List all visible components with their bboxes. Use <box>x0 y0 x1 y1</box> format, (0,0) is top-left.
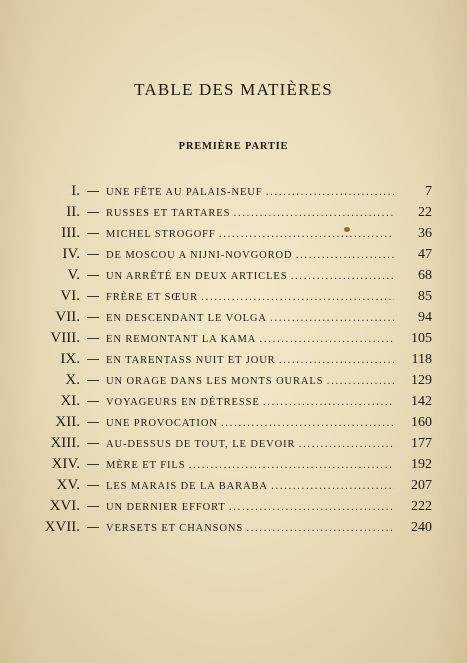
page-number: 192 <box>411 457 432 472</box>
dash-separator: — <box>86 457 100 472</box>
chapter-numeral: XII. <box>55 414 80 430</box>
page-number: 142 <box>411 394 432 409</box>
toc-row <box>20 454 432 475</box>
toc-row <box>20 475 432 496</box>
toc-row <box>20 496 432 517</box>
chapter-title: EN REMONTANT LA KAMA <box>106 334 257 345</box>
dot-leader <box>276 350 394 371</box>
chapter-title: UN ORAGE DANS LES MONTS OURALS <box>106 376 324 387</box>
dash-separator: — <box>86 289 100 304</box>
dash-separator: — <box>86 226 100 241</box>
toc-row <box>20 517 432 538</box>
dot-leader <box>230 203 394 224</box>
toc-row <box>20 244 432 265</box>
dot-leader <box>287 266 394 287</box>
dot-leader <box>226 497 394 518</box>
dot-leader <box>198 287 394 308</box>
chapter-title: EN DESCENDANT LE VOLGA <box>106 313 267 324</box>
toc-row <box>20 202 432 223</box>
chapter-title: UNE PROVOCATION <box>106 418 218 429</box>
dot-leader <box>185 455 394 476</box>
page-number: 22 <box>418 205 432 220</box>
toc-row <box>20 265 432 286</box>
chapter-title: UN ARRÊTÉ EN DEUX ARTICLES <box>106 271 288 282</box>
toc-row <box>20 328 432 349</box>
dash-separator: — <box>86 415 100 430</box>
dot-leader <box>292 245 394 266</box>
dot-leader <box>268 476 394 497</box>
chapter-title: MICHEL STROGOFF <box>106 229 216 240</box>
dash-separator: — <box>86 478 100 493</box>
dot-leader <box>260 392 394 413</box>
chapter-numeral: VI. <box>60 288 80 304</box>
chapter-numeral: II. <box>66 204 80 220</box>
page-number: 94 <box>418 310 432 325</box>
toc-row <box>20 307 432 328</box>
dash-separator: — <box>86 184 100 199</box>
chapter-title: FRÈRE ET SŒUR <box>106 292 199 303</box>
table-of-contents <box>20 181 432 538</box>
chapter-title: VOYAGEURS EN DÉTRESSE <box>106 397 260 408</box>
chapter-numeral: V. <box>67 267 80 283</box>
page-number: 160 <box>411 415 432 430</box>
chapter-title: DE MOSCOU A NIJNI-NOVGOROD <box>106 250 293 261</box>
chapter-title: LES MARAIS DE LA BARABA <box>106 481 268 492</box>
dash-separator: — <box>86 205 100 220</box>
dot-leader <box>295 434 394 455</box>
dash-separator: — <box>86 331 100 346</box>
dash-separator: — <box>86 520 100 535</box>
chapter-title: AU-DESSUS DE TOUT, LE DEVOIR <box>106 439 296 450</box>
toc-row <box>20 349 432 370</box>
toc-row <box>20 412 432 433</box>
page-title: TABLE DES MATIÈRES <box>134 80 333 99</box>
page-number: 207 <box>411 478 432 493</box>
dash-separator: — <box>86 436 100 451</box>
toc-row <box>20 286 432 307</box>
chapter-title: VERSETS ET CHANSONS <box>106 523 244 534</box>
dot-leader <box>216 224 394 245</box>
dash-separator: — <box>86 499 100 514</box>
chapter-numeral: IV. <box>62 246 80 262</box>
chapter-numeral: XI. <box>60 393 80 409</box>
dot-leader <box>243 518 394 539</box>
dot-leader <box>267 308 394 329</box>
chapter-title: UN DERNIER EFFORT <box>106 502 226 513</box>
chapter-numeral: XIII. <box>50 435 80 451</box>
page-number: 129 <box>411 373 432 388</box>
chapter-title: UNE FÊTE AU PALAIS-NEUF <box>106 187 263 198</box>
page-number: 222 <box>411 499 432 514</box>
chapter-numeral: XV. <box>56 477 80 493</box>
page-number: 36 <box>418 226 432 241</box>
dash-separator: — <box>86 268 100 283</box>
chapter-numeral: XVII. <box>44 519 80 535</box>
dot-leader <box>218 413 394 434</box>
chapter-numeral: XIV. <box>51 456 80 472</box>
toc-row <box>20 370 432 391</box>
part-heading: PREMIÈRE PARTIE <box>178 141 289 152</box>
dash-separator: — <box>86 310 100 325</box>
dash-separator: — <box>86 394 100 409</box>
chapter-numeral: I. <box>71 183 80 199</box>
toc-row <box>20 223 432 244</box>
chapter-numeral: III. <box>61 225 80 241</box>
toc-row <box>20 181 432 202</box>
page-number: 240 <box>411 520 432 535</box>
chapter-numeral: XVI. <box>49 498 80 514</box>
page-number: 47 <box>418 247 432 262</box>
chapter-title: EN TARENTASS NUIT ET JOUR <box>106 355 276 366</box>
page-number: 7 <box>425 184 432 199</box>
chapter-numeral: VII. <box>55 309 80 325</box>
page-number: 177 <box>411 436 432 451</box>
page-number: 85 <box>418 289 432 304</box>
page-number: 105 <box>411 331 432 346</box>
chapter-numeral: VIII. <box>50 330 80 346</box>
chapter-numeral: X. <box>65 372 80 388</box>
dot-leader <box>323 371 394 392</box>
dot-leader <box>256 329 394 350</box>
toc-row <box>20 433 432 454</box>
chapter-title: RUSSES ET TARTARES <box>106 208 231 219</box>
page-number: 118 <box>411 352 432 367</box>
toc-row <box>20 391 432 412</box>
paper-stain <box>344 227 350 232</box>
chapter-numeral: IX. <box>60 351 80 367</box>
dash-separator: — <box>86 247 100 262</box>
dot-leader <box>263 182 394 203</box>
page-number: 68 <box>418 268 432 283</box>
chapter-title: MÈRE ET FILS <box>106 460 186 471</box>
dash-separator: — <box>86 373 100 388</box>
dash-separator: — <box>86 352 100 367</box>
